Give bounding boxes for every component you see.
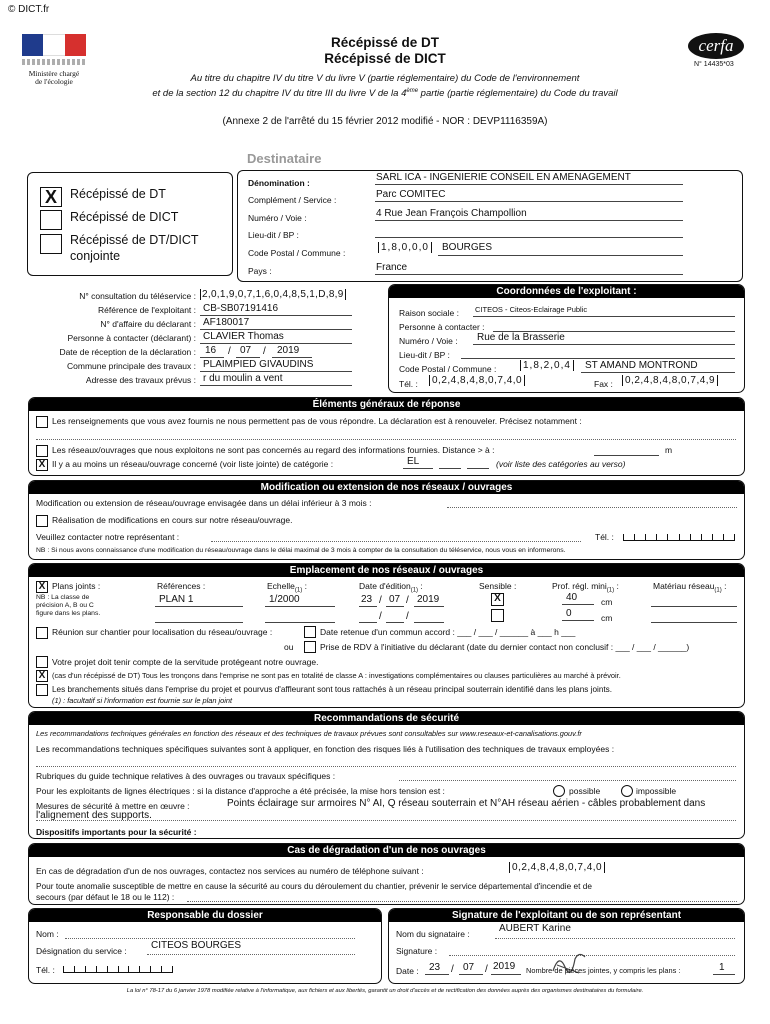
checkbox-servitude[interactable] — [36, 656, 48, 668]
value-degradation-tel[interactable]: 0,2,4,8,4,8,0,7,4,0 — [509, 862, 605, 873]
value-date-edition-annee[interactable]: 2019 — [417, 594, 440, 605]
label-raison-sociale: Raison sociale : — [399, 308, 460, 318]
label-signature: Signature : — [396, 946, 438, 956]
label-responsable-tel: Tél. : — [36, 965, 55, 975]
label-possible: possible — [569, 786, 601, 796]
label-recepisse-dt: Récépissé de DT — [70, 187, 166, 201]
copyright: © DICT.fr — [8, 4, 50, 15]
value-prof-2[interactable]: 0 — [566, 608, 572, 619]
header-date-edition: Date d'édition$_{(1)}$ : — [359, 581, 423, 594]
label-anomalie: Pour toute anomalie susceptible de mettre en cause la sécurité au cours du déroulement du chantier, prévenir le service départemental d'incendie et de — [36, 881, 592, 891]
modification-box — [28, 480, 745, 560]
label-contacter-representant: Veuillez contacter notre représentant : — [36, 532, 180, 542]
label-secours: secours (par défaut le 18 ou le 112) : — [36, 892, 175, 902]
value-fax-exploitant[interactable]: 0,2,4,8,4,8,0,7,4,9 — [622, 375, 718, 386]
label-fax-exploitant: Fax : — [594, 379, 613, 389]
label-reco-specifiques: Les recommandations techniques spécifiques suivantes sont à appliquer, en fonction des risques liés à l'utilisation des techniques de travaux employées : — [36, 744, 615, 754]
title-dt: Récépissé de DT — [330, 35, 440, 50]
logo-line-1: Ministère chargé — [28, 69, 80, 78]
modification-heading: Modification ou extension de nos réseaux / ouvrages — [29, 481, 744, 494]
left-info: N° consultation du téléservice : 2,0,1,9,0,7,1,6,0,4,8,5,1,D,8,9 Référence de l'exploitant : CB-SB07191416 N° d'affaire du déclarant : AF180017 Personne à contacter (déclarant) : CLAVIER Thomas Date de réception de la déclaration : 16 / 07 / 2019 Commune principale des travaux : PLAIMPIED GIVAUDINS Adresse des travaux prévus : r du moulin a vent — [0, 288, 390, 388]
subtitle-2: et de la section 12 du chapitre IV du titre III du livre V de la 4ème partie (partie réglementaire) du Code du travail — [152, 88, 618, 100]
label-plans-joints: Plans joints : — [52, 581, 101, 591]
value-reference-1[interactable]: PLAN 1 — [159, 594, 194, 605]
label-dispositifs-securite: Dispositifs importants pour la sécurité : — [36, 827, 197, 837]
label-branchements: Les branchements situés dans l'emprise du projet et pourvus d'affleurant sont tous rattachés à un réseau principal souterrain identifié dans les plans joints. — [52, 685, 613, 694]
value-prof-1[interactable]: 40 — [566, 592, 578, 603]
degradation-heading: Cas de dégradation d'un de nos ouvrages — [29, 844, 744, 857]
label-recepisse-conjointe: Récépissé de DT/DICT conjointe — [70, 233, 199, 263]
label-ou: ou — [284, 642, 294, 652]
type-box — [27, 172, 233, 276]
elements-box — [28, 397, 745, 476]
label-renseignements: Les renseignements que vous avez fournis ne nous permettent pas de vous répondre. La déclaration est à renouveler. Précisez notamment : — [52, 416, 582, 426]
label-recepisse-dict: Récépissé de DICT — [70, 210, 179, 224]
checkbox-concerne[interactable]: X — [36, 459, 48, 471]
value-tel-exploitant[interactable]: 0,2,4,8,4,8,0,7,4,0 — [429, 375, 525, 386]
recommandations-box — [28, 711, 745, 839]
value-raison-sociale[interactable]: CITEOS - Citeos-Eclairage Public — [475, 305, 588, 314]
logo-line-2: de l'écologie — [35, 77, 73, 86]
label-affaire: N° d'affaire du déclarant : — [100, 319, 196, 329]
value-designation-service[interactable]: CITEOS BOURGES — [151, 940, 242, 951]
label-personne-declarant: Personne à contacter (déclarant) : — [67, 333, 196, 343]
checkbox-sensible-2[interactable] — [491, 609, 504, 622]
value-mesures-securite-1[interactable]: Points éclairage sur armoires N° AI, Q réseau souterrain et N°AH réseau aérien - câbles probablement dans — [227, 798, 706, 809]
checkbox-sensible-1[interactable]: X — [491, 593, 504, 606]
label-rubriques-guide: Rubriques du guide technique relatives à des ouvrages ou travaux spécifiques : — [36, 771, 336, 781]
label-facultatif: (1) : facultatif si l'information est fournie sur le plan joint — [52, 696, 233, 705]
label-consultation: N° consultation du téléservice : — [79, 291, 196, 301]
value-commune-exploitant[interactable]: ST AMAND MONTROND — [585, 360, 698, 371]
label-pays: Pays : — [248, 266, 272, 276]
label-denomination: Dénomination : — [248, 178, 310, 188]
emplacement-box: Emplacement de nos réseaux / ouvrages X Plans joints : NB : La classe de précision A, B ou C figure dans les plans. Références : Echelle$_{(1)}$ : Date d'édition$_{(1)}$ : Sensible : Prof. régl. mini$_{(1)}$ : Matériau réseau$_{(1)}$ : PLAN 1 1/2000 23 / 07 / 2019 / / X 40 cm 0 cm Réunion sur chantier pour localisation du réseau/ouvrage : Date retenue d'un commun accord : ___ / ___ / ______ à ___ h ___ ou Prise de RDV à l'initiative du déclarant (date du dernier contact non conclusif : ___ / ___ / ______) Votre projet doit tenir compte de la servitude protégeant notre ouvrage. X (cas d'un récépissé de DT) Tous les tronçons dans l'emprise ne sont pas en totalité de classe A : investigations complémentaires ou clauses particulières au marché à prévoir. Les branchements situés dans l'emprise du projet et pourvus d'affleurant sont tous rattachés à un réseau principal souterrain identifié dans les plans joints. (1) : facultatif si l'information est fournie sur le plan joint — [28, 563, 745, 708]
label-ref-exploitant: Référence de l'exploitant : — [97, 305, 196, 315]
label-numero: Numéro / Voie : — [248, 213, 307, 223]
elements-heading: Éléments généraux de réponse — [29, 398, 744, 411]
checkbox-recepisse-conjointe[interactable] — [40, 234, 62, 254]
signature-box: Signature de l'exploitant ou de son représentant Nom du signataire : AUBERT Karine Signature : Date : 23 / 07 / 2019 Nombre de pièces jointes, y compris les plans : 1 — [388, 908, 745, 984]
responsable-heading: Responsable du dossier — [29, 909, 381, 922]
value-signature-mois[interactable]: 07 — [463, 962, 475, 973]
label-pieces-jointes: Nombre de pièces jointes, y compris les plans : — [526, 966, 681, 975]
value-code-postal[interactable]: 1,8,0,0,0 — [378, 242, 432, 253]
header-sensible: Sensible : — [479, 581, 517, 591]
checkbox-renseignements[interactable] — [36, 416, 48, 428]
label-unit-m: m — [665, 445, 673, 455]
cerfa-number: N° 14435*03 — [694, 61, 734, 68]
value-adresse-travaux[interactable]: r du moulin a vent — [203, 373, 283, 384]
label-nb-classe: NB : La classe de précision A, B ou C figure dans les plans. — [36, 594, 101, 617]
destinataire-heading: Destinataire — [247, 151, 322, 166]
annexe-ref: (Annexe 2 de l'arrêté du 15 février 2012 modifié - NOR : DEVP1116359A) — [222, 116, 548, 127]
header-echelle: Echelle$_{(1)}$ : — [267, 581, 307, 594]
tel-representant-combs[interactable] — [623, 530, 735, 541]
checkbox-reunion-chantier[interactable] — [36, 627, 48, 639]
recommandations-heading: Recommandations de sécurité — [29, 712, 744, 725]
value-date-edition-mois[interactable]: 07 — [389, 594, 401, 605]
value-complement[interactable]: Parc COMITEC — [376, 189, 446, 200]
label-servitude: Votre projet doit tenir compte de la servitude protégeant notre ouvrage. — [52, 657, 319, 667]
checkbox-prise-rdv[interactable] — [304, 641, 316, 653]
label-unit-cm-2: cm — [601, 613, 613, 623]
value-pays[interactable]: France — [376, 262, 408, 273]
label-tel-representant: Tél. : — [595, 532, 614, 542]
label-date-retenue: Date retenue d'un commun accord : ___ / ___ / ______ à ___ h ___ — [320, 627, 576, 637]
label-commune-travaux: Commune principale des travaux : — [67, 361, 196, 371]
label-lieudit: Lieu-dit / BP : — [248, 230, 299, 240]
label-concerne: Il y a au moins un réseau/ouvrage concerné (voir liste jointe) de catégorie : — [52, 459, 334, 469]
value-numero[interactable]: 4 Rue Jean François Champollion — [376, 208, 527, 219]
label-reunion-chantier: Réunion sur chantier pour localisation du réseau/ouvrage : — [52, 627, 273, 637]
checkbox-branchements[interactable] — [36, 684, 48, 696]
value-code-postal-exploitant[interactable]: 1,8,2,0,4 — [520, 360, 574, 371]
emplacement-heading: Emplacement de nos réseaux / ouvrages — [29, 564, 744, 577]
exploitant-box — [388, 284, 745, 393]
label-adresse-travaux: Adresse des travaux prévus : — [85, 375, 196, 385]
value-categorie[interactable]: EL — [407, 456, 420, 467]
signature-heading: Signature de l'exploitant ou de son représentant — [389, 909, 744, 922]
value-pieces-jointes[interactable]: 1 — [719, 962, 725, 973]
label-impossible: impossible — [636, 786, 677, 796]
header-prof-mini: Prof. régl. mini$_{(1)}$ : — [552, 581, 619, 594]
header-references: Références : — [157, 581, 206, 591]
label-personne-contact: Personne à contacter : — [399, 322, 485, 332]
label-date-reception: Date de réception de la déclaration : — [59, 347, 196, 357]
cerfa-logo: cerfa — [688, 33, 744, 59]
checkbox-non-concernes[interactable] — [36, 445, 48, 457]
value-mesures-securite-2[interactable]: l'alignement des supports. — [36, 810, 152, 821]
label-degradation-numero: En cas de dégradation d'un de nos ouvrages, contactez nos services au numéro de téléphone suivant : — [36, 866, 424, 876]
label-cas-dt: (cas d'un récépissé de DT) Tous les tronçons dans l'emprise ne sont pas en totalité de classe A : investigations complémentaires ou clauses particulières au marché à prévoir. — [52, 671, 621, 680]
footer-legal: La loi n° 78-17 du 6 janvier 1978 modifiée relative à l'informatique, aux fichiers et aux libertés, garantit un droit d'accès et de rectification des données auprès des organismes destinataires du formulaire. — [126, 988, 644, 994]
label-voir-liste: (voir liste des catégories au verso) — [496, 459, 626, 469]
value-signature-annee[interactable]: 2019 — [493, 961, 516, 972]
value-echelle-1[interactable]: 1/2000 — [269, 594, 300, 605]
value-affaire[interactable]: AF180017 — [203, 317, 250, 328]
label-responsable-nom: Nom : — [36, 929, 59, 939]
value-commune[interactable]: BOURGES — [442, 242, 493, 253]
value-commune-travaux[interactable]: PLAIMPIED GIVAUDINS — [203, 359, 314, 370]
value-numero-voie[interactable]: Rue de la Brasserie — [477, 332, 565, 343]
radio-impossible[interactable] — [621, 785, 633, 797]
value-ref-exploitant[interactable]: CB-SB07191416 — [203, 303, 279, 314]
responsable-box — [28, 908, 382, 984]
destinataire-box — [237, 170, 743, 282]
label-reco-generales: Les recommandations techniques générales en fonction des réseaux et des techniques de travaux prévues sont consultables sur www.reseaux-et-canalisations.gouv.fr — [36, 729, 582, 738]
subtitle-1: Au titre du chapitre IV du titre V du livre V (partie réglementaire) du Code de l'environnement — [190, 73, 580, 84]
checkbox-modifications-en-cours[interactable] — [36, 515, 48, 527]
label-mesures-securite: Mesures de sécurité à mettre en œuvre : — [36, 801, 190, 811]
label-numero-voie: Numéro / Voie : — [399, 336, 458, 346]
radio-possible[interactable] — [553, 785, 565, 797]
label-unit-cm-1: cm — [601, 597, 613, 607]
label-code-postal-exploitant: Code Postal / Commune : — [399, 364, 497, 374]
label-lignes-electriques: Pour les exploitants de lignes électriques : si la distance d'approche a été précisée, la mise hors tension est : — [36, 786, 445, 796]
label-non-concernes: Les réseaux/ouvrages que nous exploitons ne sont pas concernés au regard des informations fournies. Distance > à : — [52, 445, 495, 455]
label-tel-exploitant: Tél. : — [399, 379, 418, 389]
title-dict: Récépissé de DICT — [324, 51, 446, 66]
label-signature-date: Date : — [396, 966, 419, 976]
value-signature-jour[interactable]: 23 — [429, 962, 441, 973]
label-prise-rdv: Prise de RDV à l'initiative du déclarant (date du dernier contact non conclusif : ___ / ___ / ______) — [320, 642, 690, 652]
checkbox-plans-joints[interactable]: X — [36, 581, 48, 593]
value-denomination[interactable]: SARL ICA - INGENIERIE CONSEIL EN AMENAGEMENT — [376, 172, 631, 183]
checkbox-recepisse-dt[interactable]: X — [40, 187, 62, 207]
checkbox-date-retenue[interactable] — [304, 626, 316, 638]
checkbox-recepisse-dict[interactable] — [40, 210, 62, 230]
label-complement: Complément / Service : — [248, 195, 337, 205]
label-code-postal: Code Postal / Commune : — [248, 248, 346, 258]
exploitant-heading: Coordonnées de l'exploitant : — [389, 285, 744, 298]
value-nom-signataire[interactable]: AUBERT Karine — [499, 923, 571, 934]
label-modification-delai: Modification ou extension de réseau/ouvrage envisagée dans un délai inférieur à 3 mois : — [36, 498, 372, 508]
label-modifications-en-cours: Réalisation de modifications en cours sur notre réseau/ouvrage. — [52, 515, 293, 525]
value-date-edition-jour[interactable]: 23 — [361, 594, 373, 605]
header-materiau: Matériau réseau$_{(1)}$ : — [653, 581, 727, 594]
label-nb-modification: NB : Si nous avons connaissance d'une modification du réseau/ouvrage dans le délai maximal de 3 mois à compter de la consultation du téléservice, nous vous en informerons. — [36, 547, 566, 554]
value-personne-declarant[interactable]: CLAVIER Thomas — [203, 331, 284, 342]
degradation-box — [28, 843, 745, 905]
label-designation-service: Désignation du service : — [36, 946, 127, 956]
value-date-jour[interactable]: 16 — [205, 345, 217, 356]
label-nom-signataire: Nom du signataire : — [396, 929, 470, 939]
label-lieudit-bp: Lieu-dit / BP : — [399, 350, 450, 360]
tel-responsable-combs[interactable] — [63, 962, 173, 973]
value-date-annee[interactable]: 2019 — [277, 345, 300, 356]
value-consultation[interactable]: 2,0,1,9,0,7,1,6,0,4,8,5,1,D,8,9 — [202, 289, 344, 300]
checkbox-cas-dt[interactable]: X — [36, 670, 48, 682]
value-date-mois[interactable]: 07 — [240, 345, 252, 356]
